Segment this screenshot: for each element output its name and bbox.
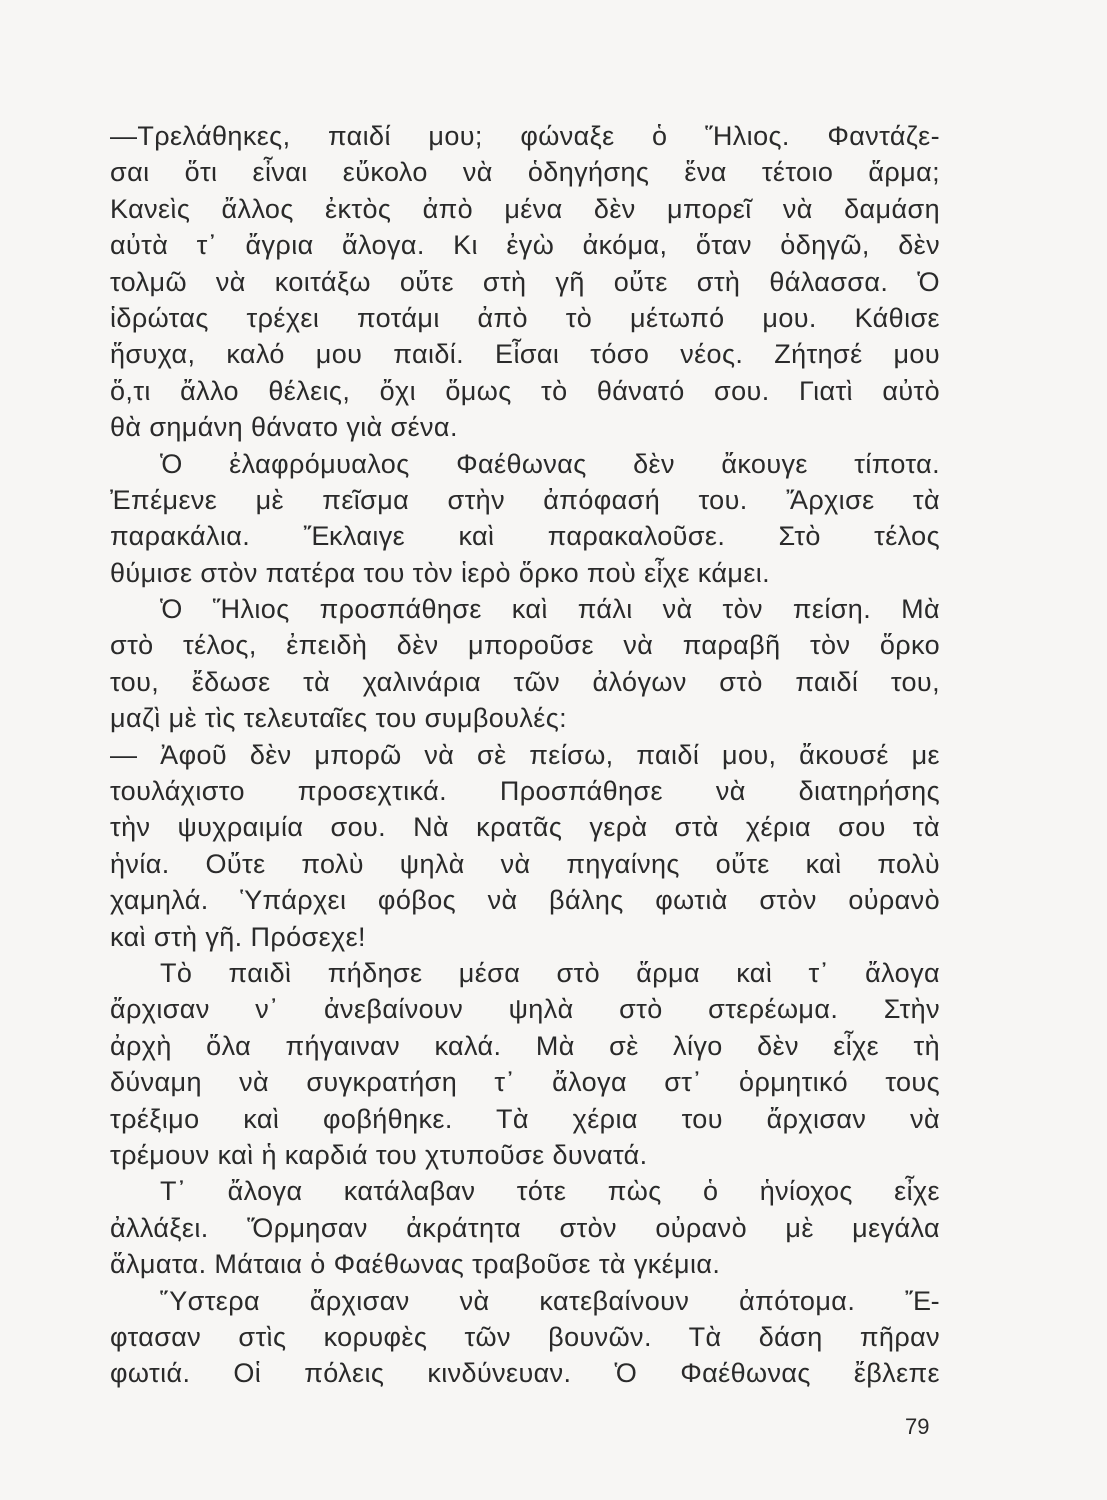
page-body-text xyxy=(110,118,940,1392)
text-line: ἄρχισαν ν᾿ ἀνεβαίνουν ψηλὰ στὸ στερέωμα. Στὴν xyxy=(110,994,940,1025)
text-line: θὰ σημάνη θάνατο γιὰ σένα. xyxy=(110,412,458,443)
text-line: ἱδρώτας τρέχει ποτάμι ἀπὸ τὸ μέτωπό μου. Κάθισε xyxy=(110,302,940,333)
text-line: σαι ὅτι εἶναι εὔκολο νὰ ὁδηγήσης ἕνα τέτοιο ἅρμα; xyxy=(110,157,940,188)
text-line: ἀλλάξει. Ὅρμησαν ἀκράτητα στὸν οὐρανὸ μὲ μεγάλα xyxy=(110,1212,940,1243)
text-line: ἅλματα. Μάταια ὁ Φαέθωνας τραβοῦσε τὰ γκέμια. xyxy=(110,1249,721,1280)
text-line: δύναμη νὰ συγκρατήση τ᾿ ἄλογα στ᾿ ὁρμητικό τους xyxy=(110,1067,940,1098)
text-line: Ὁ Ἥλιος προσπάθησε καὶ πάλι νὰ τὸν πείση. Μὰ xyxy=(160,594,940,625)
text-line: φωτιά. Οἱ πόλεις κινδύνευαν. Ὁ Φαέθωνας ἔβλεπε xyxy=(110,1358,940,1389)
text-line: Κανεὶς ἄλλος ἐκτὸς ἀπὸ μένα δὲν μπορεῖ νὰ δαμάση xyxy=(110,193,940,224)
text-line: χαμηλά. Ὑπάρχει φόβος νὰ βάλης φωτιὰ στὸν οὐρανὸ xyxy=(110,885,940,916)
text-line: μαζὶ μὲ τὶς τελευταῖες του συμβουλές: xyxy=(110,703,568,734)
text-line: θύμισε στὸν πατέρα του τὸν ἱερὸ ὅρκο ποὺ εἶχε κάμει. xyxy=(110,557,771,588)
text-line: τὴν ψυχραιμία σου. Νὰ κρατᾶς γερὰ στὰ χέρια σου τὰ xyxy=(110,812,940,843)
text-line: τουλάχιστο προσεχτικά. Προσπάθησε νὰ διατηρήσης xyxy=(110,776,940,807)
text-line: ἡνία. Οὔτε πολὺ ψηλὰ νὰ πηγαίνης οὔτε καὶ πολὺ xyxy=(110,848,940,879)
text-line: Τὸ παιδὶ πήδησε μέσα στὸ ἅρμα καὶ τ᾿ ἄλογα xyxy=(160,957,940,988)
text-line: ὅ,τι ἄλλο θέλεις, ὄχι ὅμως τὸ θάνατό σου. Γιατὶ αὐτὸ xyxy=(110,375,940,406)
text-line: Ἐπέμενε μὲ πεῖσμα στὴν ἀπόφασή του. Ἄρχισε τὰ xyxy=(110,484,940,515)
text-line: καὶ στὴ γῆ. Πρόσεχε! xyxy=(110,921,366,952)
text-line: τρέμουν καὶ ἡ καρδιά του χτυποῦσε δυνατά. xyxy=(110,1139,648,1170)
text-line: ἀρχὴ ὅλα πήγαιναν καλά. Μὰ σὲ λίγο δὲν εἶχε τὴ xyxy=(110,1030,940,1061)
text-line: φτασαν στὶς κορυφὲς τῶν βουνῶν. Τὰ δάση πῆραν xyxy=(110,1321,940,1352)
text-line: αὐτὰ τ᾿ ἄγρια ἄλογα. Κι ἐγὼ ἀκόμα, ὅταν ὁδηγῶ, δὲν xyxy=(110,230,940,261)
text-line: τολμῶ νὰ κοιτάξω οὔτε στὴ γῆ οὔτε στὴ θάλασσα. Ὁ xyxy=(110,266,940,297)
text-line: ἥσυχα, καλό μου παιδί. Εἶσαι τόσο νέος. Ζήτησέ μου xyxy=(110,339,940,370)
text-line: Τ᾿ ἄλογα κατάλαβαν τότε πὼς ὁ ἡνίοχος εἶχε xyxy=(160,1176,940,1207)
text-line: στὸ τέλος, ἐπειδὴ δὲν μποροῦσε νὰ παραβῆ τὸν ὅρκο xyxy=(110,630,940,661)
text-line: — Ἀφοῦ δὲν μπορῶ νὰ σὲ πείσω, παιδί μου, ἄκουσέ με xyxy=(110,739,940,770)
text-line: παρακάλια. Ἔκλαιγε καὶ παρακαλοῦσε. Στὸ τέλος xyxy=(110,521,940,552)
text-line: Ὕστερα ἄρχισαν νὰ κατεβαίνουν ἀπότομα. Ἔ- xyxy=(160,1285,940,1316)
page-number: 79 xyxy=(905,1414,930,1439)
text-line: —Τρελάθηκες, παιδί μου; φώναξε ὁ Ἥλιος. Φαντάζε- xyxy=(110,121,940,151)
text-line: Ὁ ἐλαφρόμυαλος Φαέθωνας δὲν ἄκουγε τίποτα. xyxy=(160,448,940,479)
text-line: του, ἔδωσε τὰ χαλινάρια τῶν ἀλόγων στὸ παιδί του, xyxy=(110,666,940,697)
text-line: τρέξιμο καὶ φοβήθηκε. Τὰ χέρια του ἄρχισαν νὰ xyxy=(110,1103,940,1134)
